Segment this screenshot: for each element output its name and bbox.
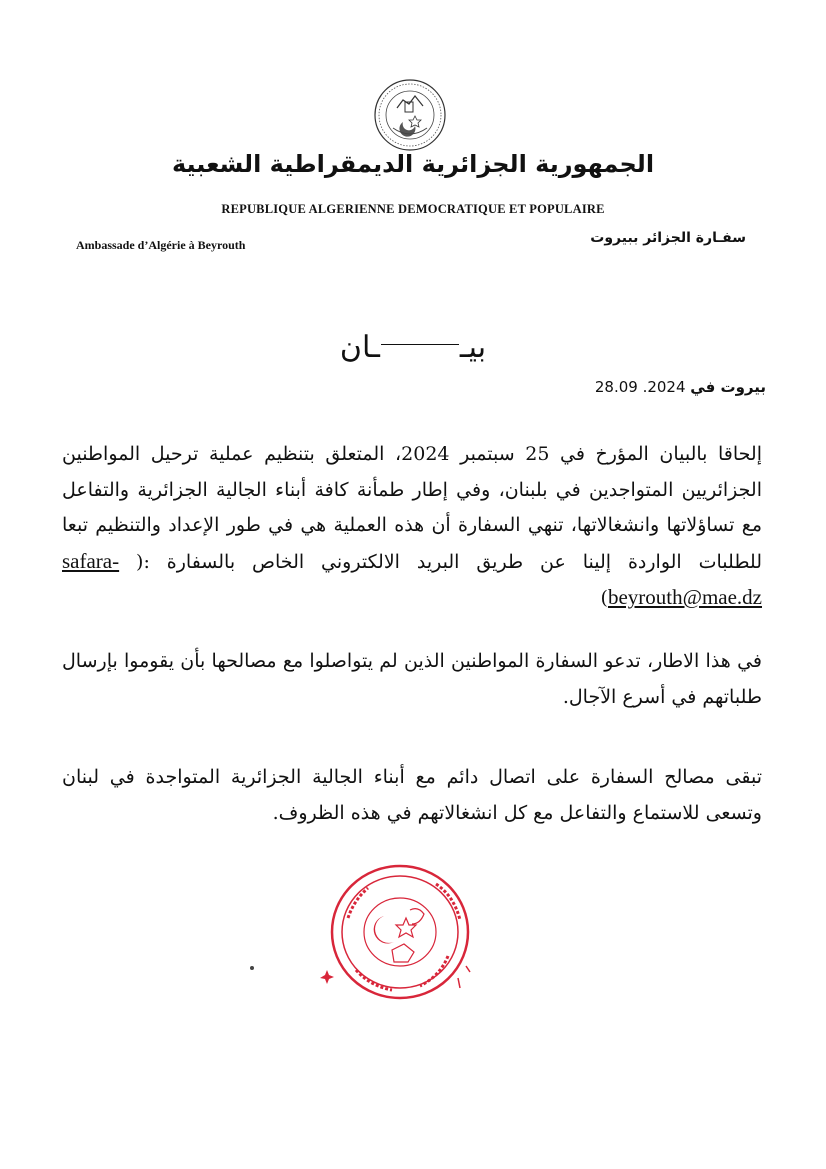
document-title <box>0 330 826 365</box>
country-name-french: REPUBLIQUE ALGERIENNE DEMOCRATIQUE ET POPULAIRE <box>221 202 605 216</box>
embassy-email-link[interactable]: safara-beyrouth@mae.dz <box>62 548 762 609</box>
embassy-name-arabic: سفـارة الجزائر ببيروت <box>590 230 746 246</box>
scan-speck <box>250 966 254 970</box>
title-tatweel-stroke <box>381 344 459 345</box>
title-last-part: ـان <box>339 330 380 365</box>
date-label: بيروت في <box>690 378 766 396</box>
paragraph-1-text: إلحاقا بالبيان المؤرخ في 25 سبتمبر 2024، المتعلق بتنظيم عملية ترحيل المواطنين الجزائريين المتواجدين في بلبنان، وفي إطار طمأنة كافة أبناء الجالية الجزائرية والتفاعل مع تساؤلاتها وانشغالاتها، تنهي السفارة أن هذه العملية هي في طور الإعداد والتنظيم تبعا للطلبات الواردة إلينا عن طريق البريد الالكتروني الخاص بالسفارة :( <box>62 443 763 573</box>
national-emblem-seal <box>373 78 447 152</box>
paragraph-3: تبقى مصالح السفارة على اتصال دائم مع أبناء الجالية الجزائرية المتواجدة في لبنان وتسعى للاستماع والتفاعل مع كل انشغالاتهم في هذه الظروف. <box>62 766 762 824</box>
date-value: 28.09 .2024 <box>594 378 686 396</box>
embassy-stamp <box>308 858 480 1008</box>
country-name-arabic: الجمهورية الجزائرية الديمقراطية الشعبية <box>171 150 655 178</box>
document-date <box>595 378 766 396</box>
title-first-part: بيـ <box>459 330 487 365</box>
paragraph-1 <box>62 437 762 617</box>
embassy-name-french: Ambassade d’Algérie à Beyrouth <box>76 238 246 252</box>
paragraph-2: في هذا الاطار، تدعو السفارة المواطنين الذين لم يتواصلوا مع مصالحها بأن يقوموا بإرسال طلباتهم في أسرع الآجال. <box>62 650 762 708</box>
paragraph-1-close: ) <box>600 587 608 609</box>
